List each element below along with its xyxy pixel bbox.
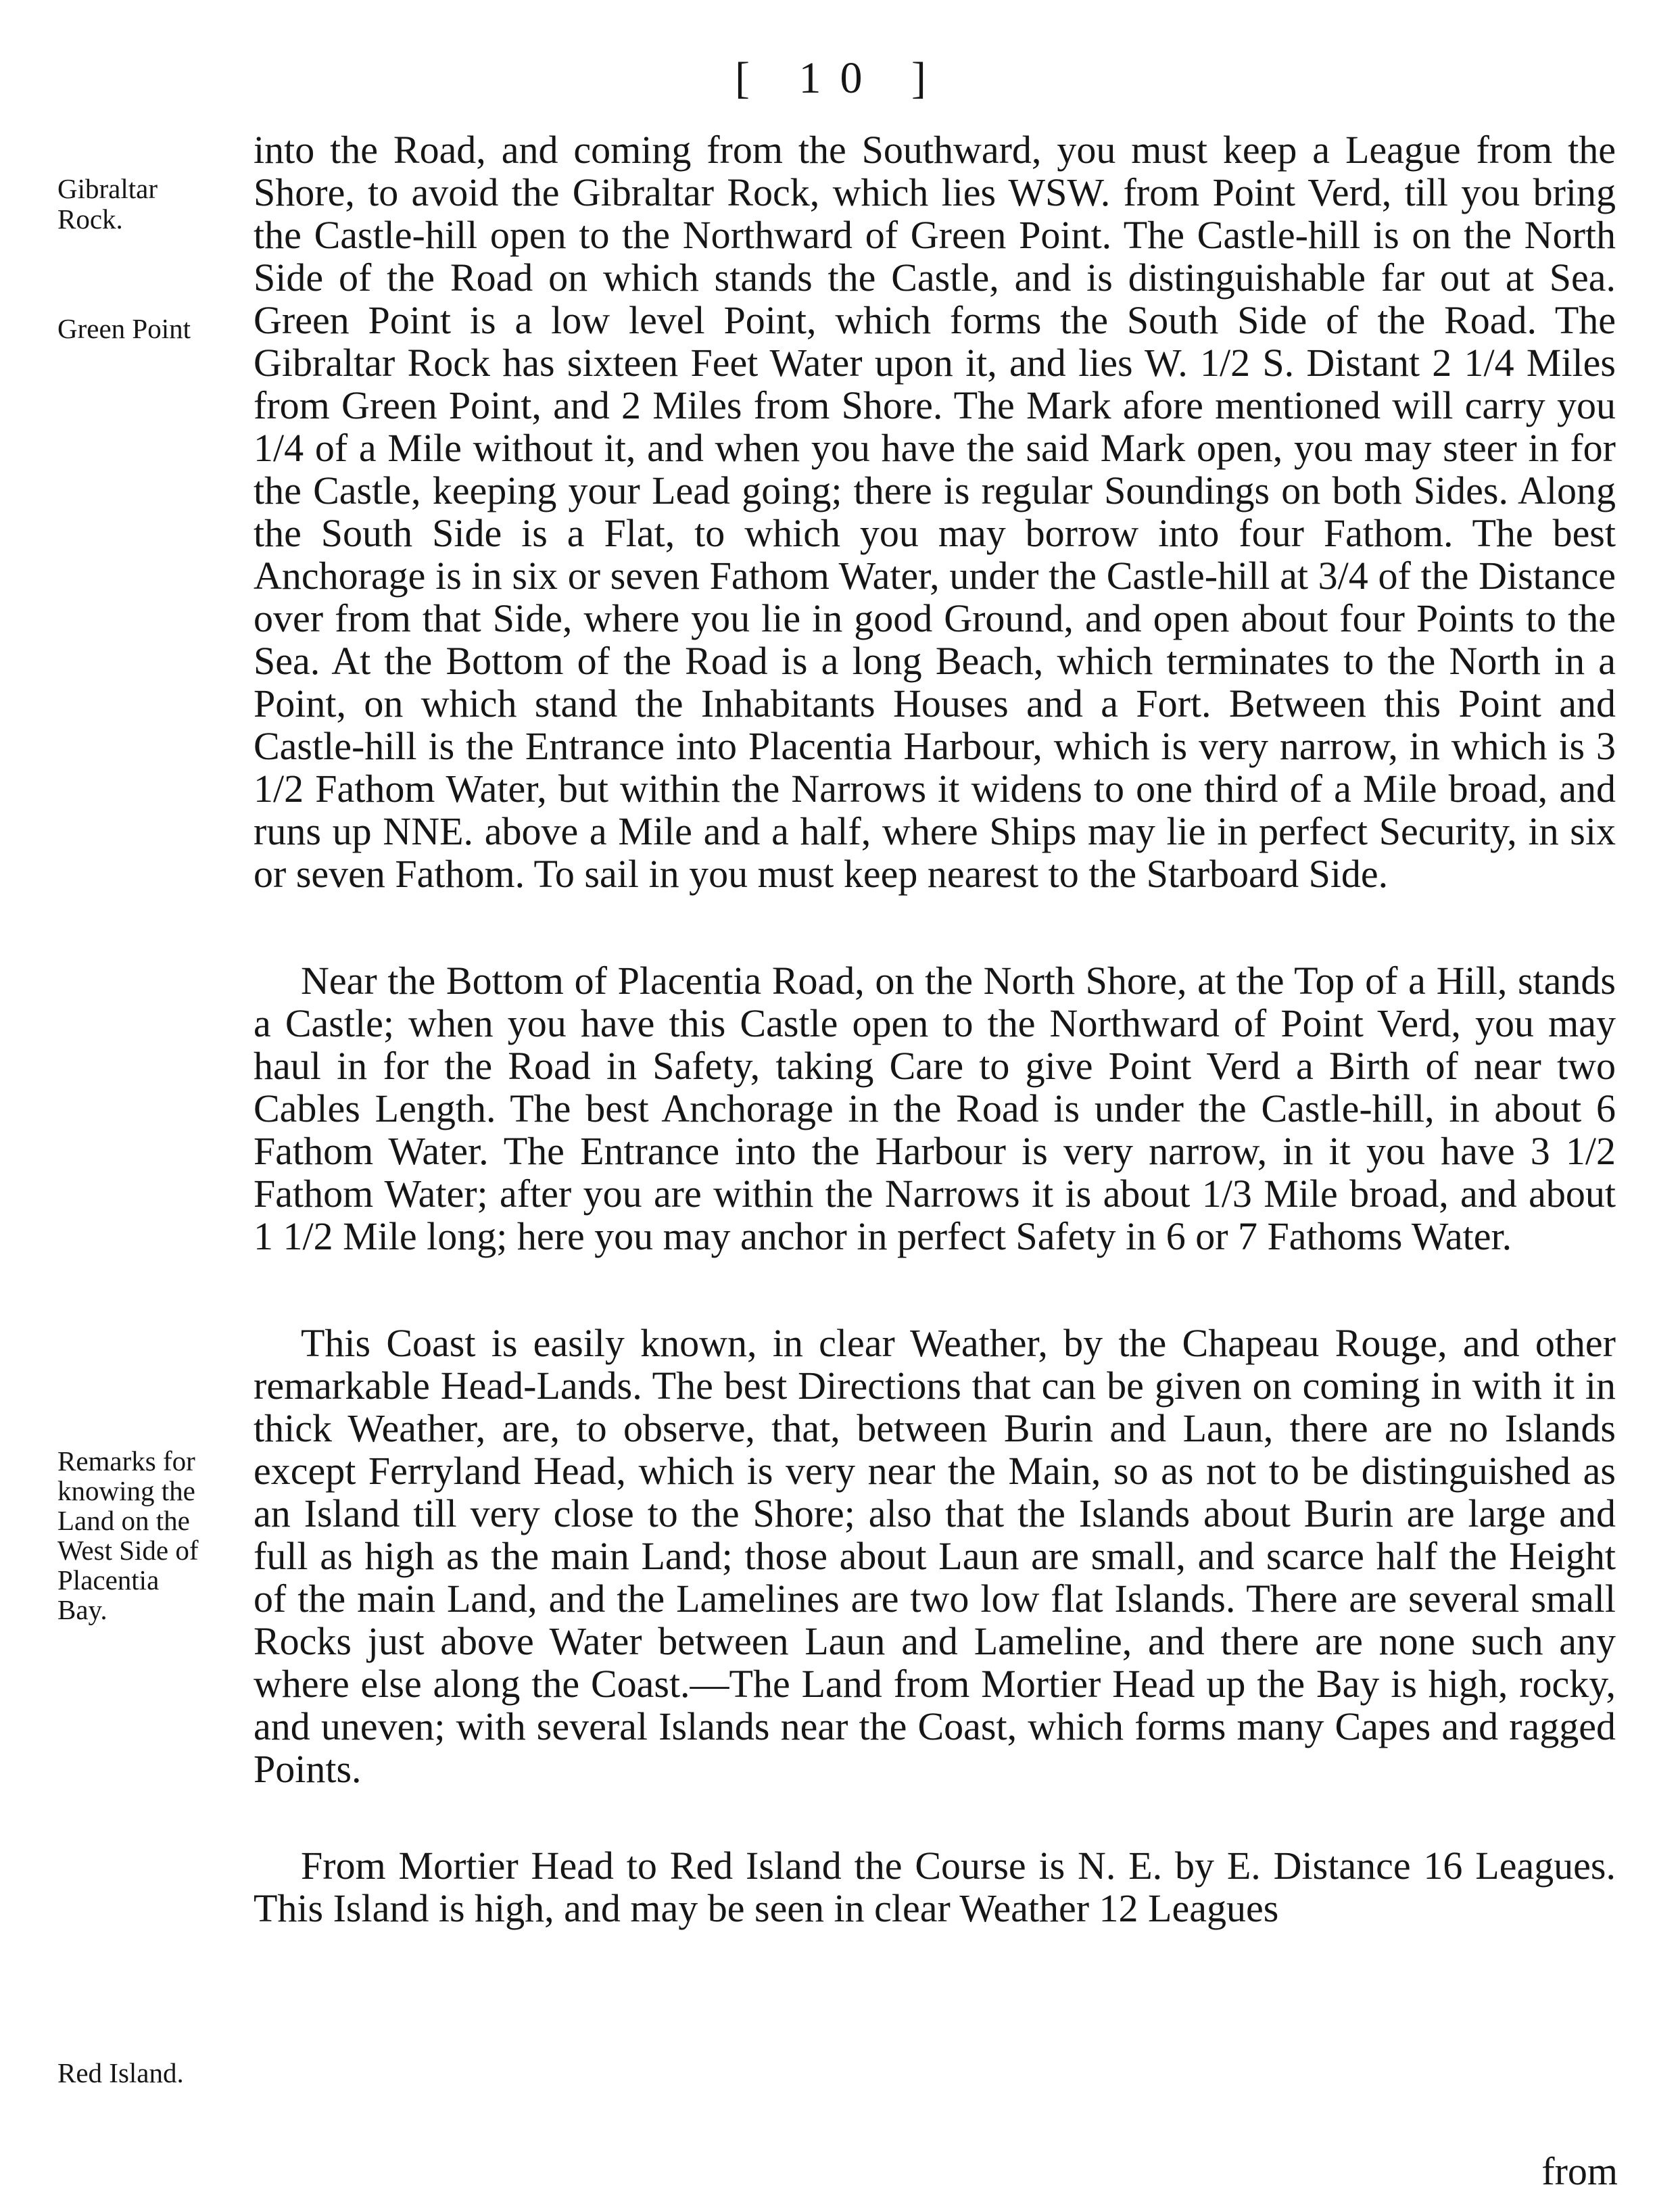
margin-note-remarks-line4: West Side of [57, 1535, 199, 1566]
paragraph-spacer [254, 1790, 1616, 1844]
margin-note-remarks-line1: Remarks for [57, 1445, 195, 1477]
margin-note-remarks-line3: Land on the [57, 1505, 190, 1536]
margin-note-remarks-line5: Placentia [57, 1564, 160, 1596]
paragraph-spacer [254, 895, 1616, 959]
margin-note-gibraltar-rock-line2: Rock. [57, 203, 123, 235]
paragraph-spacer [254, 1257, 1616, 1322]
paragraph-coast-remarks: This Coast is easily known, in clear Weather, by the Chapeau Rouge, and other remarkable Head-Lands. The best Directions that can be given on coming in with it in thick Weather, are, to observe, that, between Burin and Laun, there are no Islands except Ferryland Head, which is very near the Main, so as not to be distinguished as an Island till very close to the Shore; also that the Islands about Burin are large and full as high as the main Land; those about Laun are small, and scarce half the Height of the main Land, and the Lamelines are two low flat Islands. There are several small Rocks just above Water between Laun and Lameline, and there are none such any where else along the Coast.—The Land from Mortier Head up the Bay is high, rocky, and uneven; with several Islands near the Coast, which forms many Capes and ragged Points. [254, 1321, 1616, 1791]
margin-note-gibraltar-rock-line1: Gibraltar [57, 173, 158, 204]
page-number: [ 10 ] [735, 53, 945, 103]
margin-note-remarks-line2: knowing the [57, 1475, 195, 1506]
margin-note-green-point: Green Point [57, 313, 191, 344]
margin-note-red-island: Red Island. [57, 2057, 184, 2088]
body-text [254, 128, 1616, 1930]
paragraph-placentia-road-approach: into the Road, and coming from the Southward, you must keep a League from the Shore, to avoid the Gibraltar Rock, which lies WSW. from Point Verd, till you bring the Castle-hill open to the Northward of Green Point. The Castle-hill is on the North Side of the Road on which stands the Castle, and is distinguishable far out at Sea. Green Point is a low level Point, which forms the South Side of the Road. The Gibraltar Rock has sixteen Feet Water upon it, and lies W. 1/2 S. Distant 2 1/4 Miles from Green Point, and 2 Miles from Shore. The Mark afore mentioned will carry you 1/4 of a Mile without it, and when you have the said Mark open, you may steer in for the Castle, keeping your Lead going; there is regular Soundings on both Sides. Along the South Side is a Flat, to which you may borrow into four Fathom. The best Anchorage is in six or seven Fathom Water, under the Castle-hill at 3/4 of the Distance over from that Side, where you lie in good Ground, and open about four Points to the Sea. At the Bottom of the Road is a long Beach, which terminates to the North in a Point, on which stand the Inhabitants Houses and a Fort. Between this Point and Castle-hill is the Entrance into Placentia Harbour, which is very narrow, in which is 3 1/2 Fathom Water, but within the Narrows it widens to one third of a Mile broad, and runs up NNE. above a Mile and a half, where Ships may lie in perfect Security, in six or seven Fathom. To sail in you must keep nearest to the Starboard Side. [254, 128, 1616, 896]
margin-note-remarks-line6: Bay. [57, 1594, 107, 1625]
paragraph-placentia-castle: Near the Bottom of Placentia Road, on the North Shore, at the Top of a Hill, stands a Castle; when you have this Castle open to the Northward of Point Verd, you may haul in for the Road in Safety, taking Care to give Point Verd a Birth of near two Cables Length. The best Anchorage in the Road is under the Castle-hill, in about 6 Fathom Water. The Entrance into the Harbour is very narrow, in it you have 3 1/2 Fathom Water; after you are within the Narrows it is about 1/3 Mile broad, and about 1 1/2 Mile long; here you may anchor in perfect Safety in 6 or 7 Fathoms Water. [254, 959, 1616, 1258]
catchword: from [1541, 2149, 1618, 2193]
paragraph-red-island: From Mortier Head to Red Island the Course is N. E. by E. Distance 16 Leagues. This Island is high, and may be seen in clear Weather 12 Leagues [254, 1844, 1616, 1930]
